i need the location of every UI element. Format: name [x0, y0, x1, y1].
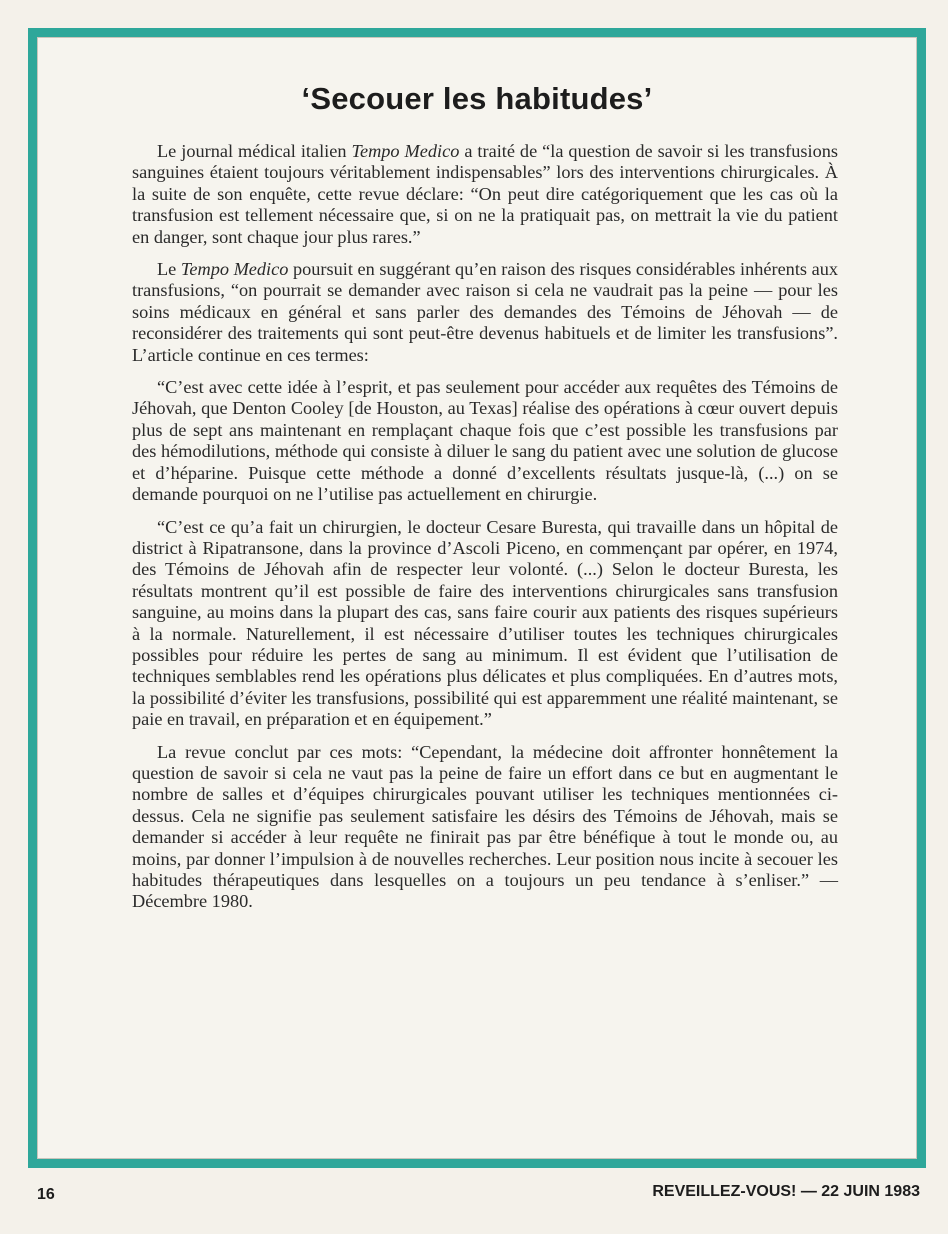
paragraph-text: poursuit en suggérant qu’en raison des risques considérables inhérents aux transfusions, “on pourrait se demander avec raison si cela ne vaudrait pas la peine — pour les soins médicaux en général et sans parler des demandes des Témoins de Jéhovah — de reconsidérer des traitements qui sont peut-être devenus habituels et de limiter les transfusions”. L’article continue en ces termes: [132, 259, 839, 365]
paragraph-text: La revue conclut par ces mots: “Cependant, la médecine doit affronter honnêtement la question de savoir si cela ne vaut pas la peine de faire un effort dans ce but en augmentant le nombre de salles et d’équipes chirurgicales pouvant utiliser les techniques mentionnées ci-dessus. Cela ne signifie pas seulement satisfaire les désirs des Témoins de Jéhovah, mais se demander si accéder à leur requête ne finirait pas par être bénéfique à tout le monde ou, au moins, par donner l’impulsion à de nouvelles recherches. Leur position nous incite à secouer les habitudes thérapeutiques dans lesquelles on a toujours un peu tendance à s’enliser.” — Décembre 1980. [132, 741, 838, 912]
publication-name: Tempo Medico [180, 259, 289, 280]
publication-date-line: REVEILLEZ-VOUS! — 22 JUIN 1983 [652, 1183, 920, 1200]
article-body [132, 141, 838, 924]
article-box [28, 28, 926, 1168]
article-paragraph [132, 259, 838, 366]
article-paragraph [132, 742, 838, 913]
article-paragraph [132, 141, 838, 248]
paragraph-text: Le [157, 259, 181, 280]
article-paragraph [132, 377, 838, 505]
publication-name: Tempo Medico [351, 141, 460, 161]
page-number: 16 [37, 1186, 55, 1203]
article-paragraph [132, 517, 838, 731]
paragraph-text: “C’est avec cette idée à l’esprit, et pas seulement pour accéder aux requêtes des Témoins de Jéhovah, que Denton Cooley [de Houston, au Texas] réalise des opérations à cœur ouvert depuis plus de sept ans maintenant en remplaçant chaque fois que c’est possible les transfusions par des hémodilutions, méthode qui consiste à diluer le sang du patient avec une solution de glucose et d’héparine. Puisque cette méthode a donné d’excellents résultats jusque-là, (...) on se demande pourquoi on ne l’utilise pas actuellement en chirurgie. [132, 377, 838, 505]
article-title: ‘Secouer les habitudes’ [301, 81, 653, 116]
paragraph-text: a traité de “la question de savoir si les transfusions sanguines étaient toujours véritablement indispensables” lors des interventions chirurgicales. À la suite de son enquête, cette revue déclare: “On peut dire catégoriquement que les cas où la transfusion est tellement nécessaire que, si on ne la pratiquait pas, on mettrait la vie du patient en danger, sont chaque jour plus rares.” [132, 141, 838, 247]
paragraph-text: Le journal médical italien [157, 141, 352, 161]
paragraph-text: “C’est ce qu’a fait un chirurgien, le docteur Cesare Buresta, qui travaille dans un hôpital de district à Ripatransone, dans la province d’Ascoli Piceno, en commençant par opérer, en 1974, des Témoins de Jéhovah afin de respecter leur volonté. (...) Selon le docteur Buresta, les résultats montrent qu’il est possible de faire des interventions chirurgicales sans transfusion sanguine, au moins dans la plupart des cas, sans faire courir aux patients des risques supérieurs à la normale. Naturellement, il est nécessaire d’utiliser toutes les techniques chirurgicales possibles pour réduire les pertes de sang au minimum. Il est évident que l’utilisation de techniques semblables rend les opérations plus délicates et plus compliquées. En d’autres mots, la possibilité d’éviter les transfusions, possibilité qui est apparemment une réalité maintenant, se paie en travail, en préparation et en équipement.” [132, 516, 838, 730]
